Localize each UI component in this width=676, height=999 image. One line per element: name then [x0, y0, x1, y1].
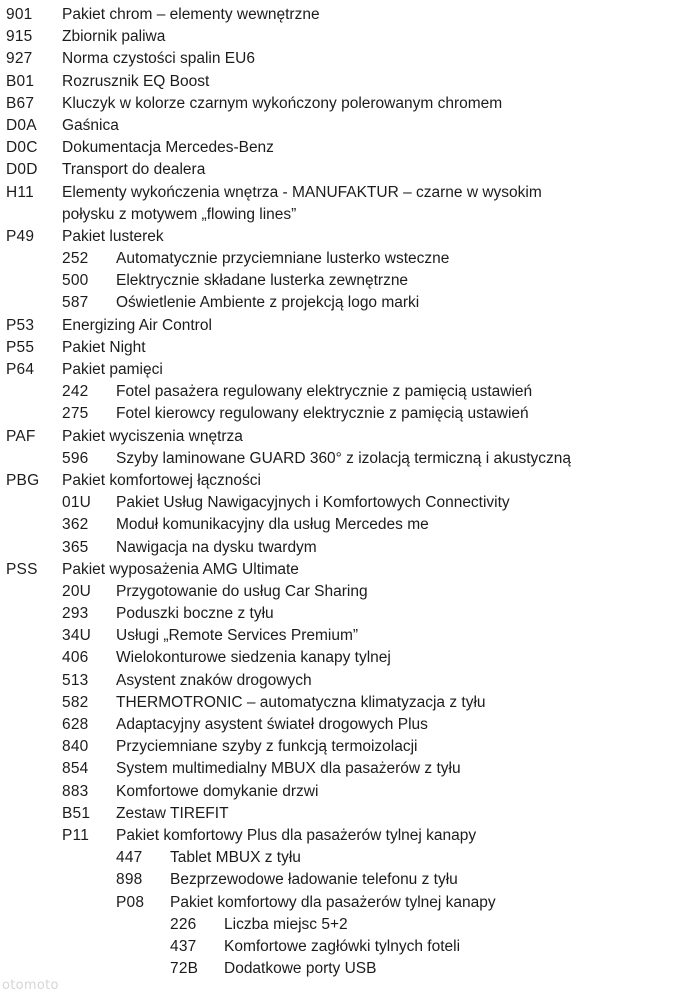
option-code: P08 — [116, 893, 145, 911]
equipment-row — [0, 71, 676, 93]
option-description: Norma czystości spalin EU6 — [62, 50, 255, 68]
option-code: 252 — [62, 250, 89, 268]
option-description: Energizing Air Control — [62, 316, 212, 334]
option-code: 587 — [62, 294, 89, 312]
option-code: D0D — [6, 161, 38, 179]
option-code: 901 — [6, 6, 33, 23]
option-code: PBG — [6, 471, 40, 489]
option-code: 883 — [62, 782, 89, 800]
equipment-row — [0, 470, 676, 492]
equipment-row — [0, 803, 676, 825]
equipment-row — [0, 936, 676, 958]
option-code: 628 — [62, 716, 89, 734]
option-description: Fotel pasażera regulowany elektrycznie z pamięcią ustawień — [116, 383, 533, 401]
option-description: Przygotowanie do usług Car Sharing — [116, 582, 368, 600]
option-code: 915 — [6, 28, 33, 46]
option-description: Elektrycznie składane lusterka zewnętrzne — [116, 272, 409, 290]
option-description: Pakiet chrom – elementy wewnętrzne — [62, 6, 320, 23]
option-code: 927 — [6, 50, 33, 68]
option-description: Wielokonturowe siedzenia kanapy tylnej — [116, 649, 391, 667]
option-code: P55 — [6, 338, 35, 356]
equipment-row — [0, 758, 676, 780]
option-description: Komfortowe zagłówki tylnych foteli — [224, 937, 461, 955]
option-code: PAF — [6, 427, 36, 445]
equipment-row — [0, 26, 676, 48]
equipment-row — [0, 714, 676, 736]
option-description: Dokumentacja Mercedes-Benz — [62, 139, 274, 157]
equipment-row — [0, 603, 676, 625]
option-description: Asystent znaków drogowych — [116, 671, 312, 689]
option-code: P11 — [62, 826, 90, 844]
option-code: B01 — [6, 72, 35, 90]
option-code: P64 — [6, 361, 35, 379]
option-description: Pakiet lusterek — [62, 227, 164, 245]
option-description: Przyciemniane szyby z funkcją termoizolacji — [116, 738, 418, 756]
option-code: 72B — [170, 960, 199, 978]
option-description: Pakiet komfortowej łączności — [62, 471, 261, 489]
option-description: Adaptacyjny asystent świateł drogowych Plus — [116, 716, 428, 734]
option-description: Zestaw TIREFIT — [116, 804, 229, 822]
option-code: 596 — [62, 449, 89, 467]
option-code: D0A — [6, 116, 37, 134]
equipment-row — [0, 292, 676, 314]
option-description: Komfortowe domykanie drzwi — [116, 782, 319, 800]
option-code: 447 — [116, 849, 143, 867]
equipment-row — [0, 869, 676, 891]
option-description: Moduł komunikacyjny dla usług Mercedes me — [116, 516, 429, 534]
equipment-code-list — [0, 4, 676, 980]
option-code: H11 — [6, 183, 34, 201]
option-code: PSS — [6, 560, 38, 578]
equipment-row — [0, 448, 676, 470]
option-description: Bezprzewodowe ładowanie telefonu z tyłu — [170, 871, 458, 889]
option-description: Pakiet wyciszenia wnętrza — [62, 427, 243, 445]
option-code: B51 — [62, 804, 91, 822]
option-code: 34U — [62, 627, 92, 645]
option-code: 226 — [170, 915, 197, 933]
equipment-row — [0, 226, 676, 248]
equipment-row — [0, 426, 676, 448]
equipment-row — [0, 537, 676, 559]
equipment-row — [0, 381, 676, 403]
equipment-row — [0, 315, 676, 337]
equipment-row — [0, 647, 676, 669]
option-code: D0C — [6, 139, 38, 157]
option-description: Pakiet Usług Nawigacyjnych i Komfortowych Connectivity — [116, 494, 510, 512]
option-code: 362 — [62, 516, 89, 534]
option-description: Nawigacja na dysku twardym — [116, 538, 317, 556]
equipment-row — [0, 248, 676, 270]
watermark: otomoto — [2, 978, 59, 993]
option-code: P49 — [6, 227, 35, 245]
option-description: Tablet MBUX z tyłu — [170, 849, 301, 867]
equipment-row — [0, 670, 676, 692]
equipment-row — [0, 958, 676, 980]
equipment-row — [0, 825, 676, 847]
option-description: Rozrusznik EQ Boost — [62, 72, 210, 90]
option-description: Liczba miejsc 5+2 — [224, 915, 348, 933]
option-code: 582 — [62, 693, 89, 711]
equipment-row — [0, 692, 676, 714]
option-code: 365 — [62, 538, 89, 556]
option-code: 437 — [170, 937, 197, 955]
equipment-row — [0, 359, 676, 381]
option-code: 20U — [62, 582, 92, 600]
equipment-row — [0, 847, 676, 869]
equipment-row — [0, 736, 676, 758]
equipment-row — [0, 137, 676, 159]
option-description: Elementy wykończenia wnętrza - MANUFAKTUR – czarne w wysokim połysku z motywem „flowing lines” — [62, 183, 542, 223]
option-description: Pakiet pamięci — [62, 361, 163, 379]
equipment-row — [0, 514, 676, 536]
option-description: Szyby laminowane GUARD 360° z izolacją termiczną i akustyczną — [116, 449, 572, 467]
option-code: 840 — [62, 738, 89, 756]
option-code: B67 — [6, 94, 35, 112]
equipment-row — [0, 48, 676, 70]
option-description: Gaśnica — [62, 116, 119, 134]
equipment-row — [0, 93, 676, 115]
option-description: Kluczyk w kolorze czarnym wykończony polerowanym chromem — [62, 94, 503, 112]
equipment-row — [0, 403, 676, 425]
equipment-row — [0, 781, 676, 803]
option-code: 500 — [62, 272, 89, 290]
equipment-row — [0, 182, 676, 226]
option-code: 293 — [62, 605, 89, 623]
option-code: 854 — [62, 760, 89, 778]
equipment-row — [0, 4, 676, 26]
option-description: Poduszki boczne z tyłu — [116, 605, 274, 623]
option-description: Usługi „Remote Services Premium” — [116, 627, 359, 645]
option-description: Automatycznie przyciemniane lusterko wsteczne — [116, 250, 450, 268]
equipment-row — [0, 159, 676, 181]
option-description: Fotel kierowcy regulowany elektrycznie z pamięcią ustawień — [116, 405, 529, 423]
option-code: 898 — [116, 871, 143, 889]
option-description: Pakiet Night — [62, 338, 146, 356]
option-code: 275 — [62, 405, 89, 423]
option-description: Pakiet komfortowy Plus dla pasażerów tylnej kanapy — [116, 826, 477, 844]
option-code: P53 — [6, 316, 35, 334]
option-description: Pakiet wyposażenia AMG Ultimate — [62, 560, 299, 578]
equipment-row — [0, 492, 676, 514]
option-description: Pakiet komfortowy dla pasażerów tylnej kanapy — [170, 893, 496, 911]
option-code: 01U — [62, 494, 92, 512]
equipment-row — [0, 581, 676, 603]
option-description: Transport do dealera — [62, 161, 206, 179]
option-code: 513 — [62, 671, 89, 689]
option-description: Oświetlenie Ambiente z projekcją logo marki — [116, 294, 420, 312]
equipment-row — [0, 559, 676, 581]
option-code: 242 — [62, 383, 89, 401]
equipment-row — [0, 115, 676, 137]
equipment-row — [0, 892, 676, 914]
equipment-row — [0, 337, 676, 359]
option-description: Zbiornik paliwa — [62, 28, 166, 46]
equipment-row — [0, 270, 676, 292]
option-description: THERMOTRONIC – automatyczna klimatyzacja z tyłu — [116, 693, 486, 711]
option-code: 406 — [62, 649, 89, 667]
option-description: Dodatkowe porty USB — [224, 960, 377, 978]
equipment-row — [0, 914, 676, 936]
option-description: System multimedialny MBUX dla pasażerów z tyłu — [116, 760, 461, 778]
equipment-row — [0, 625, 676, 647]
